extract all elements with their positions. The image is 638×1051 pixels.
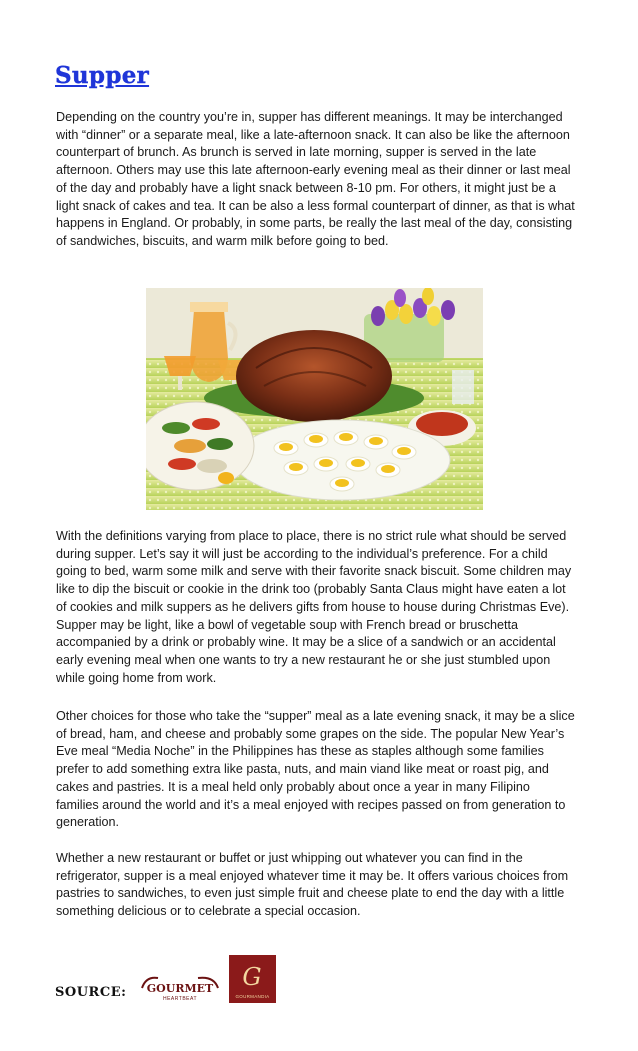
page-title: Supper <box>55 62 150 89</box>
paragraph-intro: Depending on the country you’re in, supper has different meanings. It may be interchanged with “dinner” or a separate meal, like a late-afternoon snack. It can also be like the afternoon counterpart of brunch. As brunch is served in late morning, supper is served in the late afternoon. Others may use this late afternoon-early evening meal as their dinner or last meal of the day and probably have a light snack between 8-10 pm. For others, it might just be a light snack of cakes and tea. It can be also a less formal counterpart of dinner, as that is what happens in England. Or probably, in some parts, be really the last meal of the day, consisting of sandwiches, biscuits, and warm milk before going to bed. <box>56 110 575 248</box>
paragraph-definitions: With the definitions varying from place to place, there is no strict rule what should be served during supper. Let’s say it will just be according to the individual’s preference. For a child going to bed, warm some milk and serve with their favorite snack biscuit. Some children may like to dip the biscuit or cookie in the drink too (probably Santa Claus might have eaten a lot of cookies and milk suppers as he delivers gifts from house to house during Christmas Eve). Supper may be light, like a bowl of vegetable soup with French bread or bruschetta accompanied by a drink or probably wine. It may be a slice of a sandwich or an accidental early evening meal when one wants to try a new restaurant he or she just stumbled upon while going home from work. <box>56 529 572 685</box>
supper-table-illustration <box>146 288 483 510</box>
source-label: SOURCE: <box>55 985 127 1000</box>
paragraph-late-evening: Other choices for those who take the “supper” meal as a late evening snack, it may be a slice of bread, ham, and cheese and probably some grapes on the side. The popular New Year’s Eve meal “Media Noche” in the Philippines has these as staples although some families prefer to add something extra like pasta, nuts, and main viand like meat or roast pig, and cakes and pastries. It is a meal held only probably about once a year in many Filipino families around the world and it’s a meal enjoyed with recipes passed on from generation to generation. <box>56 709 575 830</box>
gourmandia-logo <box>229 955 276 1003</box>
paragraph-conclusion: Whether a new restaurant or buffet or just whipping out whatever you can find in the refrigerator, supper is a meal enjoyed whatever time it may be. It offers various choices from pastries to sandwiches, to even just simple fruit and cheese plate to end the day with a little something delicious or to celebrate a special occasion. <box>56 851 569 919</box>
supper-food-photo <box>146 288 483 510</box>
gourmet-logo-name: GOURMET <box>146 982 214 995</box>
gourmandia-logo-name: GOURMANDIA <box>235 994 270 999</box>
gourmet-heartbeat-logo <box>138 972 222 1004</box>
gourmandia-logo-initial: G <box>242 963 262 991</box>
gourmet-logo-tagline: HEARTBEAT <box>162 996 198 1002</box>
